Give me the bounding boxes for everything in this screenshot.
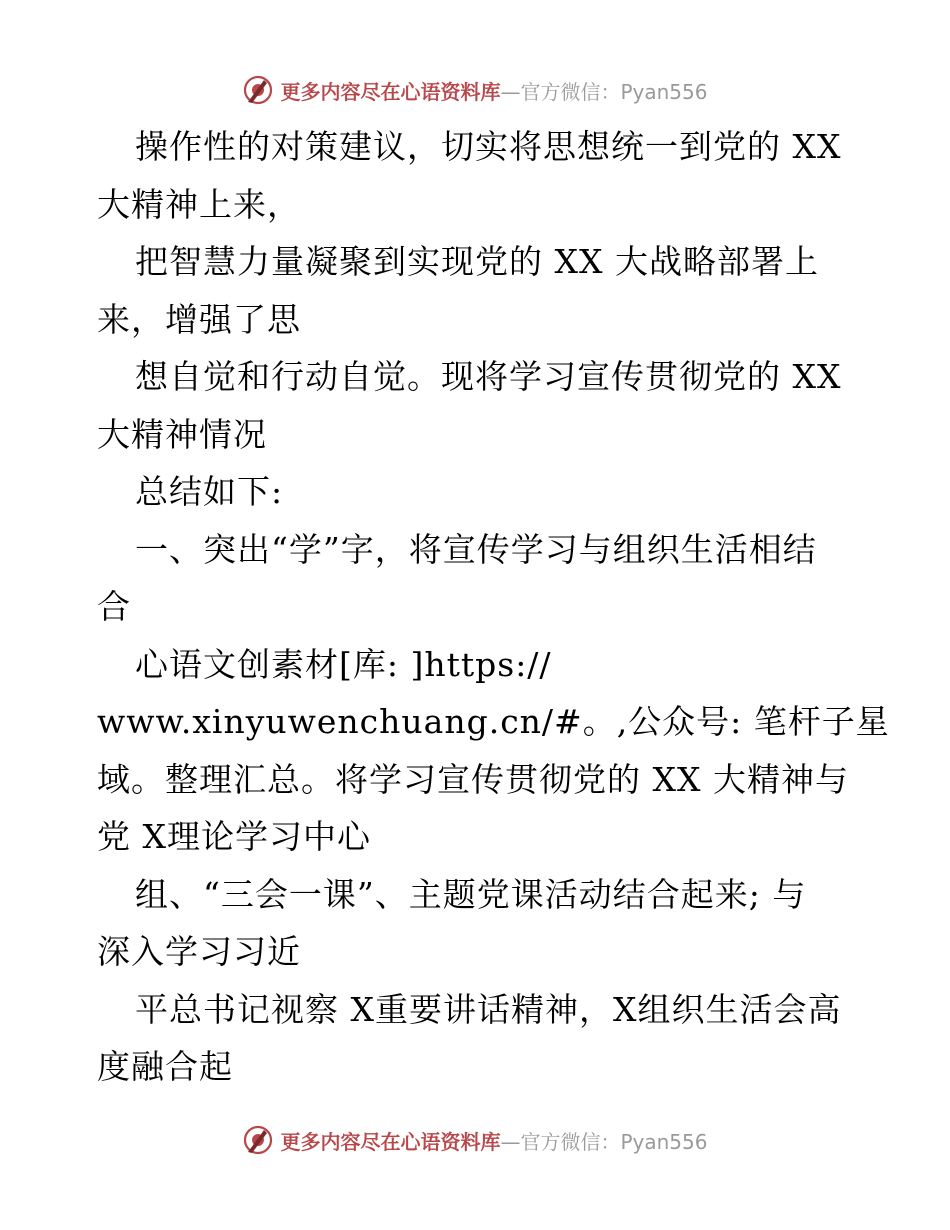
document-body bbox=[97, 118, 890, 1096]
header-banner-text bbox=[280, 76, 707, 105]
text-line: 操作性的对策建议，切实将思想统一到党的 XX bbox=[135, 127, 842, 166]
footer-banner-text bbox=[280, 1126, 707, 1155]
text-line: 域。整理汇总。将学习宣传贯彻党的 XX 大精神与 bbox=[97, 759, 849, 799]
text-line: 把智慧力量凝聚到实现党的 XX 大战略部署上 bbox=[135, 242, 819, 281]
text-line: 心语文创素材[库: ]https:// bbox=[135, 644, 552, 684]
text-line: 度融合起 bbox=[97, 1047, 233, 1086]
text-line: 深入学习习近 bbox=[97, 932, 301, 971]
text-line: 合 bbox=[97, 587, 131, 626]
footer-banner-main: 更多内容尽在心语资料库 bbox=[280, 1129, 501, 1154]
text-line: www.xinyuwenchuang.cn/#。,公众号: 笔杆子星 bbox=[97, 702, 890, 741]
quill-logo-icon bbox=[242, 1124, 274, 1156]
section-heading: 一、突出“学”字，将宣传学习与组织生活相结 bbox=[135, 529, 817, 569]
footer-banner-wechat: 官方微信：Pyan556 bbox=[520, 1129, 708, 1154]
header-banner bbox=[0, 70, 950, 110]
header-banner-main: 更多内容尽在心语资料库 bbox=[280, 79, 501, 104]
text-line: 党 X理论学习中心 bbox=[97, 817, 371, 856]
text-line: 来，增强了思 bbox=[97, 299, 301, 339]
footer-banner bbox=[0, 1120, 950, 1160]
text-line: 大精神情况 bbox=[97, 414, 267, 454]
text-line: 总结如下: bbox=[135, 472, 284, 511]
text-line: 组、“三会一课”、主题党课活动结合起来; 与 bbox=[135, 874, 807, 914]
header-banner-separator: — bbox=[500, 79, 521, 104]
text-line: 想自觉和行动自觉。现将学习宣传贯彻党的 XX bbox=[135, 357, 842, 396]
quill-logo-icon bbox=[242, 74, 274, 106]
text-line: 平总书记视察 X重要讲话精神，X组织生活会高 bbox=[135, 989, 842, 1029]
text-line: 大精神上来， bbox=[97, 184, 301, 224]
header-banner-wechat: 官方微信：Pyan556 bbox=[520, 79, 708, 104]
footer-banner-separator: — bbox=[500, 1129, 521, 1154]
